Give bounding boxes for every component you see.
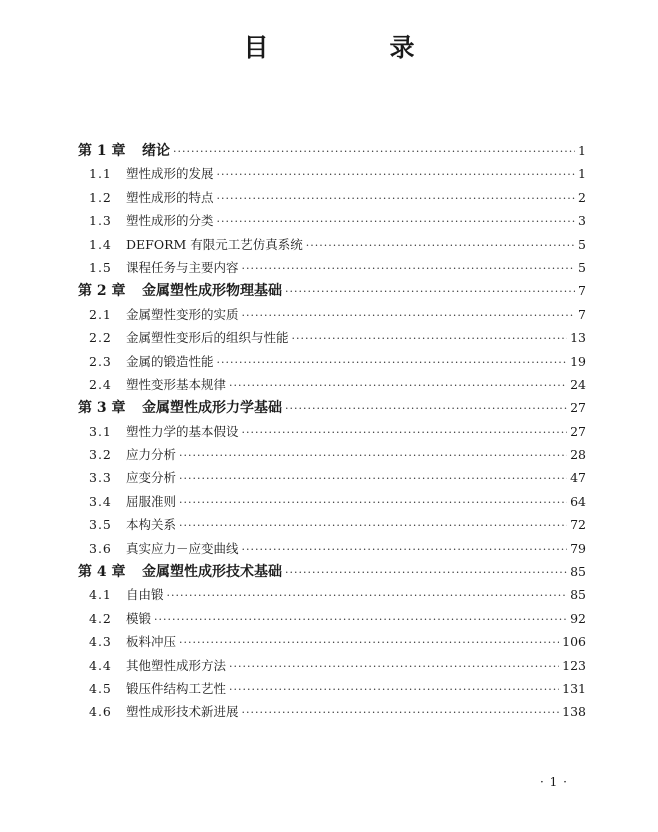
toc-entry-title: 本构关系 [126, 517, 177, 533]
toc-section-entry[interactable] [78, 350, 586, 373]
toc-section-entry[interactable] [78, 303, 586, 326]
toc-entry-number: 第 2 章 [78, 283, 126, 300]
toc-section-entry[interactable] [78, 209, 586, 232]
toc-entry-title: 绪论 [142, 143, 170, 159]
dot-leader [167, 584, 568, 607]
toc-entry-page: 85 [570, 587, 586, 603]
toc-entry-title: 塑性成形的特点 [126, 189, 214, 205]
toc-entry-number: 3.1 [89, 423, 112, 439]
dot-leader [229, 655, 559, 678]
toc-entry-page: 27 [570, 423, 586, 439]
toc-section-entry[interactable] [78, 583, 586, 606]
toc-section-entry[interactable] [78, 443, 586, 466]
toc-entry-number: 第 1 章 [78, 143, 126, 159]
dot-leader [229, 374, 567, 397]
toc-entry-page: 1 [578, 166, 586, 182]
toc-entry-page: 13 [570, 330, 586, 346]
toc-entry-page: 72 [570, 517, 586, 533]
toc-entry-page: 5 [578, 236, 586, 252]
toc-entry-page: 1 [578, 143, 586, 158]
toc-entry-title: 金属塑性成形技术基础 [142, 564, 282, 581]
toc-entry-page: 92 [570, 610, 586, 626]
toc-section-entry[interactable] [78, 513, 586, 536]
toc-entry-number: 3.2 [89, 447, 112, 463]
dot-leader [173, 140, 575, 163]
toc-entry-page: 3 [578, 213, 586, 229]
toc-entry-number: 1.2 [89, 189, 112, 205]
toc-entry-page: 85 [570, 564, 586, 580]
dot-leader [179, 514, 567, 537]
toc-entry-page: 7 [578, 283, 586, 299]
dot-leader [242, 538, 568, 561]
toc-entry-page: 27 [570, 400, 586, 416]
dot-leader [285, 280, 575, 303]
toc-entry-title: 模锻 [126, 610, 152, 626]
dot-leader [229, 678, 559, 701]
toc-entry-number: 3.3 [89, 470, 112, 486]
toc-entry-page: 123 [562, 657, 586, 673]
dot-leader [217, 351, 568, 374]
toc-section-entry[interactable] [78, 537, 586, 560]
toc-chapter-entry[interactable] [78, 139, 586, 162]
toc-entry-title: 应变分析 [126, 470, 177, 486]
toc-section-entry[interactable] [78, 630, 586, 653]
toc-entry-title: 屈服准则 [126, 493, 177, 509]
toc-entry-number: 4.1 [89, 587, 112, 603]
toc-entry-number: 1.5 [89, 259, 112, 275]
dot-leader [179, 631, 559, 654]
page-number: · 1 · [540, 775, 568, 789]
toc-entry-number: 1.4 [89, 236, 112, 252]
toc-entry-page: 28 [570, 447, 586, 463]
toc-entry-page: 106 [562, 634, 586, 650]
toc-entry-title: 金属的锻造性能 [126, 353, 214, 369]
dot-leader [292, 327, 568, 350]
toc-entry-page: 2 [578, 189, 586, 205]
toc-entry-title: 真实应力－应变曲线 [126, 540, 239, 556]
toc-section-entry[interactable] [78, 490, 586, 513]
toc-entry-title: 塑性成形技术新进展 [126, 704, 239, 720]
dot-leader [242, 257, 576, 280]
dot-leader [217, 163, 576, 186]
toc-section-entry[interactable] [78, 654, 586, 677]
toc-entry-number: 4.3 [89, 634, 112, 650]
dot-leader [285, 561, 567, 584]
toc-entry-title: 课程任务与主要内容 [126, 259, 239, 275]
toc-chapter-entry[interactable] [78, 560, 586, 583]
toc-section-entry[interactable] [78, 373, 586, 396]
toc-section-entry[interactable] [78, 186, 586, 209]
toc-entry-number: 4.6 [89, 704, 112, 720]
toc-entry-number: 4.4 [89, 657, 112, 673]
toc-entry-page: 47 [570, 470, 586, 486]
toc-entry-number: 3.6 [89, 540, 112, 556]
toc-chapter-entry[interactable] [78, 279, 586, 302]
toc-entry-title: 其他塑性成形方法 [126, 657, 227, 673]
dot-leader [179, 467, 567, 490]
toc-entry-title: 应力分析 [126, 447, 177, 463]
toc-entry-title: 塑性成形的发展 [126, 166, 214, 182]
toc-entry-number: 2.1 [89, 306, 112, 322]
toc-section-entry[interactable] [78, 256, 586, 279]
toc-entry-number: 2.3 [89, 353, 112, 369]
toc-section-entry[interactable] [78, 233, 586, 256]
toc-entry-title: 塑性力学的基本假设 [126, 423, 239, 439]
toc-section-entry[interactable] [78, 677, 586, 700]
toc-entry-number: 第 3 章 [78, 400, 126, 417]
toc-entry-title: 锻压件结构工艺性 [126, 680, 227, 696]
toc-entry-number: 4.2 [89, 610, 112, 626]
dot-leader [217, 210, 576, 233]
page-title: 目 录 [243, 33, 463, 62]
toc-entry-page: 131 [562, 680, 586, 696]
dot-leader [217, 187, 576, 210]
toc-entry-number: 第 4 章 [78, 564, 126, 581]
toc-entry-page: 5 [578, 259, 586, 275]
dot-leader [242, 701, 560, 724]
toc-entry-title: DEFORM 有限元工艺仿真系统 [126, 236, 303, 252]
dot-leader [242, 304, 576, 327]
dot-leader [306, 234, 575, 257]
toc-entry-title: 自由锻 [126, 587, 164, 603]
toc-entry-number: 1.1 [89, 166, 112, 182]
table-of-contents [78, 139, 586, 724]
toc-entry-page: 64 [570, 493, 586, 509]
toc-section-entry[interactable] [78, 162, 586, 185]
toc-section-entry[interactable] [78, 420, 586, 443]
toc-entry-title: 金属塑性成形物理基础 [142, 283, 282, 300]
toc-entry-title: 塑性成形的分类 [126, 213, 214, 229]
dot-leader [179, 444, 567, 467]
toc-entry-page: 19 [570, 353, 586, 369]
toc-entry-number: 3.4 [89, 493, 112, 509]
dot-leader [285, 397, 567, 420]
toc-section-entry[interactable] [78, 700, 586, 723]
toc-entry-number: 3.5 [89, 517, 112, 533]
dot-leader [179, 491, 567, 514]
toc-entry-number: 2.2 [89, 330, 112, 346]
toc-entry-title: 金属塑性成形力学基础 [142, 400, 282, 417]
toc-section-entry[interactable] [78, 466, 586, 489]
toc-section-entry[interactable] [78, 326, 586, 349]
toc-entry-number: 1.3 [89, 213, 112, 229]
toc-section-entry[interactable] [78, 607, 586, 630]
toc-entry-page: 24 [570, 376, 586, 392]
toc-chapter-entry[interactable] [78, 396, 586, 419]
toc-entry-page: 7 [578, 306, 586, 322]
toc-entry-title: 金属塑性变形的实质 [126, 306, 239, 322]
dot-leader [242, 421, 568, 444]
toc-entry-title: 塑性变形基本规律 [126, 376, 227, 392]
toc-entry-page: 138 [562, 704, 586, 720]
toc-entry-page: 79 [570, 540, 586, 556]
dot-leader [154, 608, 567, 631]
toc-entry-number: 4.5 [89, 680, 112, 696]
toc-entry-title: 板料冲压 [126, 634, 177, 650]
toc-entry-title: 金属塑性变形后的组织与性能 [126, 330, 289, 346]
toc-entry-number: 2.4 [89, 376, 112, 392]
